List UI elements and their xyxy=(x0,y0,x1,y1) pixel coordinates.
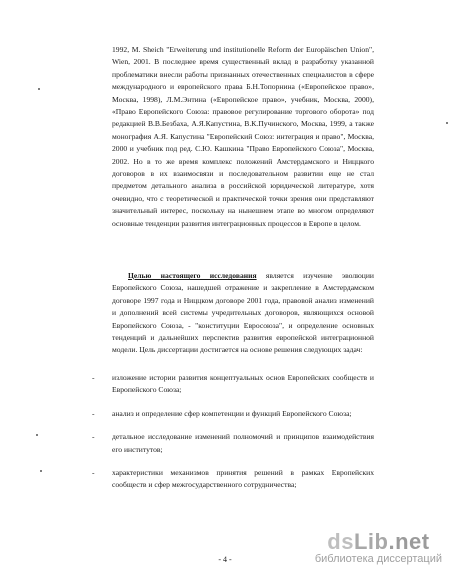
page-number: - 4 - xyxy=(218,555,232,564)
dslib-watermark xyxy=(315,531,442,566)
list-item xyxy=(92,408,374,420)
watermark-subtitle: библиотека диссертаций xyxy=(314,553,442,565)
scan-speck xyxy=(36,434,38,436)
body-paragraph-goal xyxy=(112,270,374,357)
goal-rest-text: является изучение эволюции Европейского Союза, нашедшей отражение и закрепление в Амстердамском договоре 1997 года и Ниццком договоре 2001 года, правовой анализ изменений и дополнений всей системы учредительных договоров, являющихся основой Европейского Союза, - "конституции Евросоюза", и определение основных тенденций и дальнейших перспектив развития европейской интеграционной модели. Цель диссертации достигается на основе решения следующих задач: xyxy=(112,271,374,355)
list-dash: - xyxy=(92,373,95,382)
list-dash: - xyxy=(92,432,95,442)
list-item-text: изложение истории развития концептуальных основ Европейских сообществ и Европейского Союза; xyxy=(112,373,374,395)
body-paragraph-sources: 1992, M. Sheich "Erweiterung und institutionelle Reform der Europäischen Union", Wien, 2001. В последнее время существенный вклад в разработку указанной проблематики внесли работы признанных отечественных специалистов в сфере международного и европейского права Б.Н.Топорнина («Европейское право», Москва, 1998), Л.М.Энтина («Европейское право», учебник, Москва, 2000), «Право Европейского Союза: правовое регулирование торгового оборота» под редакцией В.В.Безбаха, А.Я.Капустина, В.К.Пучинского, Москва, 1999, а также монография А.Я. Капустина "Европейский Союз: интеграция и право", Москва, 2000 и учебник под ред. С.Ю. Кашкина "Право Европейского Союза", Москва, 2002. Но в то же время комплекс положений Амстердамского и Ниццкого договоров в их взаимосвязи и последовательном развитии еще не стал предметом детального анализа в российской юридической литературе, хотя очевидно, что с теоретической и практической точки зрения они представляют значительный интерес, поскольку на нынешнем этапе во многом определяют основные тенденции развития интеграционных процессов в Европе в целом. xyxy=(112,45,374,228)
watermark-net: .net xyxy=(388,529,430,554)
list-dash: - xyxy=(92,408,95,418)
list-dash: - xyxy=(92,468,95,478)
list-item-text: характеристики механизмов принятия решений в рамках Европейских сообществ и сфер межгосударственного сотрудничества; xyxy=(112,468,374,490)
watermark-logo xyxy=(315,531,442,553)
list-item xyxy=(92,372,374,397)
goal-lead-text: Целью настоящего исследования xyxy=(128,271,257,280)
watermark-ds: ds xyxy=(327,529,354,554)
scan-speck xyxy=(38,88,40,90)
list-item-text: детальное исследование изменений полномочий и принципов взаимодействия его институтов; xyxy=(112,432,374,454)
task-list xyxy=(92,372,374,503)
list-item xyxy=(92,431,374,456)
scan-speck xyxy=(40,470,42,472)
scan-speck xyxy=(446,122,448,124)
list-item-text: анализ и определение сфер компетенции и функций Европейского Союза; xyxy=(112,408,352,418)
watermark-lib: Lib xyxy=(353,529,389,554)
list-item xyxy=(92,467,374,492)
